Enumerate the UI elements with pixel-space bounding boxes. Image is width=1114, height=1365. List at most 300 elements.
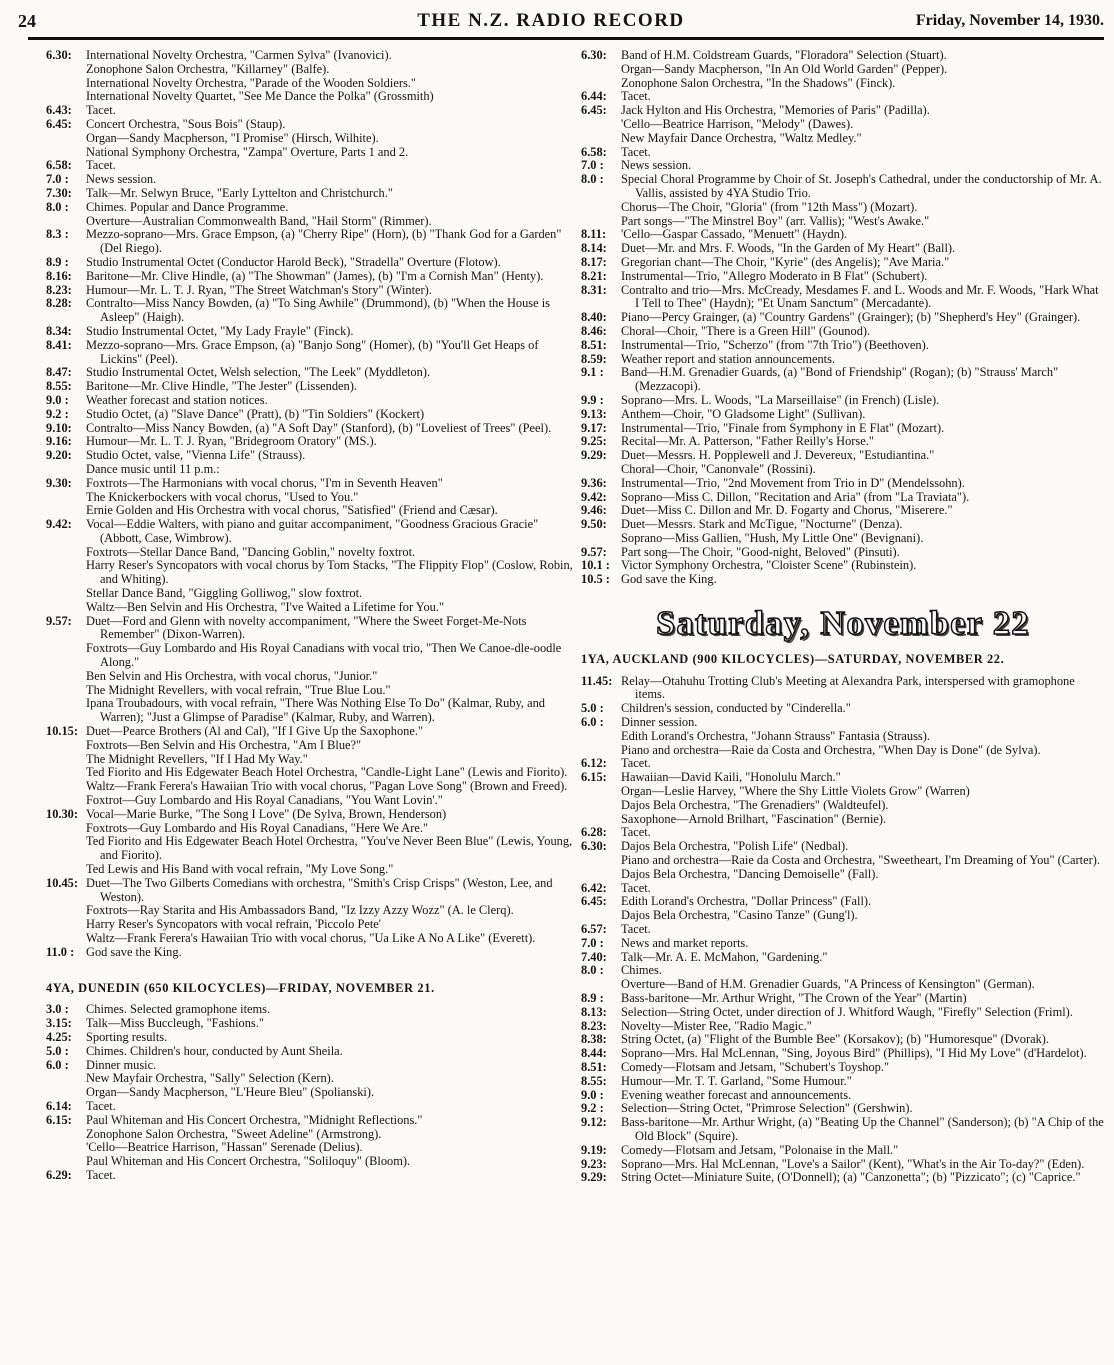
page-number: 24 bbox=[18, 10, 36, 31]
entry-line: Duet—Messrs. H. Popplewell and J. Devereux, "Estudiantina." bbox=[621, 448, 935, 463]
entry-text bbox=[621, 394, 1105, 408]
entry-text bbox=[621, 228, 1105, 242]
entry-line: Concert Orchestra, "Sous Bois" (Staup). bbox=[86, 116, 286, 131]
programme-entry bbox=[581, 311, 1105, 325]
entry-line: Tacet. bbox=[621, 825, 651, 840]
entry-line: Stellar Dance Band, "Giggling Golliwog," slow foxtrot. bbox=[86, 586, 363, 601]
entry-line: Edith Lorand's Orchestra, "Dollar Princess" (Fall). bbox=[621, 894, 872, 909]
entry-line: Ted Fiorito and His Edgewater Beach Hotel Orchestra, "You've Never Been Blue" (Lewis, Young, and Fiorito). bbox=[86, 834, 573, 863]
entry-line: Piano—Percy Grainger, (a) "Country Gardens" (Grainger); (b) "Shepherd's Hey" (Grainger). bbox=[621, 310, 1081, 325]
entry-time: 11.45: bbox=[581, 673, 613, 688]
entry-line: Duet—The Two Gilberts Comedians with orchestra, "Smith's Crisp Crisps" (Weston, Lee, and Weston). bbox=[86, 875, 553, 904]
entry-time: 9.19: bbox=[581, 1142, 607, 1157]
entry-text bbox=[86, 394, 576, 408]
entry-text bbox=[86, 325, 576, 339]
day-heading: Saturday, November 22 bbox=[656, 605, 1030, 643]
entry-line: Duet—Messrs. Stark and McTigue, "Nocturne" (Denza). bbox=[621, 517, 903, 532]
programme-entry bbox=[581, 173, 1105, 228]
programme-entry bbox=[581, 923, 1105, 937]
entry-time: 9.23: bbox=[581, 1156, 607, 1171]
entry-text bbox=[86, 615, 576, 725]
entry-text bbox=[621, 1158, 1105, 1172]
entry-time: 7.40: bbox=[581, 949, 607, 964]
programme-entry bbox=[581, 90, 1105, 104]
entry-text bbox=[621, 826, 1105, 840]
entry-time: 9.0 : bbox=[581, 1087, 604, 1102]
entry-line: Bass-baritone—Mr. Arthur Wright, "The Crown of the Year" (Martin) bbox=[621, 991, 967, 1005]
programme-entry bbox=[581, 422, 1105, 436]
entry-time: 10.15: bbox=[46, 724, 79, 739]
programme-entry bbox=[46, 1059, 576, 1100]
entry-line: Dajos Bela Orchestra, "Polish Life" (Nedbal). bbox=[621, 839, 849, 854]
programme-entry bbox=[581, 1033, 1105, 1047]
programme-entry bbox=[581, 408, 1105, 422]
programme-entry bbox=[581, 951, 1105, 965]
entry-time: 8.3 : bbox=[46, 227, 69, 242]
entry-time: 8.0 : bbox=[46, 199, 69, 214]
entry-line: Children's session, conducted by "Cinderella." bbox=[621, 701, 851, 716]
entry-line: Foxtrot—Guy Lombardo and His Royal Canadians, "You Want Lovin'." bbox=[86, 793, 443, 808]
entry-line: Band of H.M. Coldstream Guards, "Floradora" Selection (Stuart). bbox=[621, 48, 947, 62]
programme-entry bbox=[581, 49, 1105, 90]
entry-line: String Octet, (a) "Flight of the Bumble Bee" (Korsakov); (b) "Humoresque" (Dvorak). bbox=[621, 1032, 1049, 1047]
entry-time: 8.55: bbox=[581, 1073, 607, 1088]
entry-line: Duet—Ford and Glenn with novelty accompaniment, "Where the Sweet Forget-Me-Nots Remember" (Dixon-Warren). bbox=[86, 613, 527, 642]
entry-line: National Symphony Orchestra, "Zampa" Overture, Parts 1 and 2. bbox=[86, 144, 409, 159]
entry-line: Ernie Golden and His Orchestra with vocal chorus, "Satisfied" (Friend and Cæsar). bbox=[86, 503, 498, 518]
entry-text bbox=[86, 49, 576, 104]
entry-line: Chimes. Popular and Dance Programme. bbox=[86, 199, 289, 214]
programme-entry bbox=[581, 992, 1105, 1006]
entry-time: 6.15: bbox=[46, 1112, 72, 1127]
entry-time: 6.30: bbox=[46, 48, 72, 62]
entry-time: 8.41: bbox=[46, 337, 72, 352]
entry-text bbox=[621, 675, 1105, 703]
entry-text bbox=[621, 992, 1105, 1006]
programme-entry bbox=[46, 808, 576, 877]
entry-time: 9.10: bbox=[46, 420, 72, 435]
entry-text bbox=[621, 325, 1105, 339]
programme-entry bbox=[46, 118, 576, 159]
entry-line: Foxtrots—Ben Selvin and His Orchestra, "Am I Blue?" bbox=[86, 737, 362, 752]
entry-time: 8.16: bbox=[46, 268, 72, 283]
entry-line: The Midnight Revellers, "If I Had My Way." bbox=[86, 751, 308, 766]
entry-text bbox=[621, 435, 1105, 449]
entry-text bbox=[621, 49, 1105, 90]
entry-time: 9.29: bbox=[581, 448, 607, 463]
entry-line: Edith Lorand's Orchestra, "Johann Strauss" Fantasia (Strauss). bbox=[621, 728, 930, 743]
programme-entry bbox=[46, 422, 576, 436]
entry-text bbox=[86, 877, 576, 946]
entry-text bbox=[621, 422, 1105, 436]
entry-line: Talk—Mr. A. E. McMahon, "Gardening." bbox=[621, 949, 828, 964]
entry-text bbox=[86, 1059, 576, 1100]
entry-line: God save the King. bbox=[86, 944, 182, 959]
entry-line: Ipana Troubadours, with vocal refrain, "There Was Nothing Else To Do" (Kalmar, Ruby, and Warren); "Just a Glimpse of Paradise" (Kalmar, Ruby, and Warren). bbox=[86, 696, 545, 725]
entry-time: 6.58: bbox=[581, 144, 607, 159]
programme-entry bbox=[581, 573, 1105, 587]
entry-text bbox=[621, 491, 1105, 505]
entry-text bbox=[621, 1033, 1105, 1047]
entry-line: Dinner session. bbox=[621, 715, 698, 730]
entry-line: Weather report and station announcements. bbox=[621, 351, 836, 366]
entry-time: 8.44: bbox=[581, 1046, 607, 1061]
entry-time: 10.5 : bbox=[581, 572, 610, 587]
entry-line: Tacet. bbox=[86, 1167, 116, 1182]
entry-line: Organ—Sandy Macpherson, "In An Old World Garden" (Pepper). bbox=[621, 61, 948, 76]
entry-text bbox=[86, 270, 576, 284]
entry-line: New Mayfair Orchestra, "Sally" Selection (Kern). bbox=[86, 1071, 334, 1086]
entry-time: 8.46: bbox=[581, 323, 607, 338]
entry-line: 'Cello—Gaspar Cassado, "Menuett" (Haydn). bbox=[621, 227, 848, 242]
entry-time: 6.12: bbox=[581, 756, 607, 771]
entry-text bbox=[621, 840, 1105, 881]
entry-line: Evening weather forecast and announcements. bbox=[621, 1087, 852, 1102]
entry-text bbox=[86, 1031, 576, 1045]
entry-line: God save the King. bbox=[621, 572, 717, 587]
entry-time: 9.17: bbox=[581, 420, 607, 435]
entry-line: Organ—Sandy Macpherson, "I Promise" (Hirsch, Wilhite). bbox=[86, 130, 379, 145]
entry-line: Humour—Mr. L. T. J. Ryan, "Bridegroom Oratory" (MS.). bbox=[86, 434, 377, 449]
right-column bbox=[581, 49, 1105, 1185]
entry-time: 8.17: bbox=[581, 254, 607, 269]
entry-line: The Knickerbockers with vocal chorus, "Used to You." bbox=[86, 489, 359, 504]
programme-entry bbox=[581, 675, 1105, 703]
programme-entry bbox=[581, 702, 1105, 716]
programme-entry bbox=[581, 716, 1105, 757]
entry-text bbox=[621, 311, 1105, 325]
programme-entry bbox=[581, 1171, 1105, 1185]
programme-entry bbox=[46, 877, 576, 946]
entry-line: Contralto and trio—Mrs. McCready, Mesdames F. and L. Woods and Mr. F. Woods, "Hark What I Tell to Thee" (Haydn); "Et Unam Sanctum" (Mercadante). bbox=[621, 282, 1099, 311]
entry-text bbox=[621, 1144, 1105, 1158]
programme-entry bbox=[46, 946, 576, 960]
entry-line: Sporting results. bbox=[86, 1029, 168, 1044]
programme-entry bbox=[581, 1144, 1105, 1158]
programme-entry bbox=[46, 408, 576, 422]
entry-line: Tacet. bbox=[86, 103, 116, 118]
entry-line: Jack Hylton and His Orchestra, "Memories of Paris" (Padilla). bbox=[621, 103, 930, 118]
entry-line: Piano and orchestra—Raie da Costa and Orchestra, "When Day is Done" (de Sylva). bbox=[621, 742, 1041, 757]
programme-entry bbox=[46, 1031, 576, 1045]
programme-entry bbox=[581, 449, 1105, 477]
entry-time: 9.20: bbox=[46, 448, 72, 463]
entry-time: 6.58: bbox=[46, 158, 72, 173]
entry-line: Dajos Bela Orchestra, "Casino Tanze" (Gung'l). bbox=[621, 908, 858, 923]
entry-text bbox=[86, 1045, 576, 1059]
programme-entry bbox=[46, 339, 576, 367]
header-rule bbox=[28, 37, 1104, 40]
entry-text bbox=[621, 937, 1105, 951]
entry-time: 9.9 : bbox=[581, 392, 604, 407]
entry-line: Tacet. bbox=[86, 158, 116, 173]
entry-time: 7.0 : bbox=[46, 172, 69, 187]
entry-text bbox=[621, 964, 1105, 992]
entry-line: Foxtrots—Guy Lombardo and His Royal Canadians with vocal trio, "Then We Canoe-dle-oodle Along." bbox=[86, 641, 562, 670]
entry-text bbox=[621, 1020, 1105, 1034]
entry-text bbox=[621, 573, 1105, 587]
entry-text bbox=[86, 435, 576, 449]
entry-line: Mezzo-soprano—Mrs. Grace Empson, (a) "Banjo Song" (Homer), (b) "You'll Get Heaps of Lickins" (Peel). bbox=[86, 337, 539, 366]
entry-time: 9.42: bbox=[46, 517, 72, 532]
entry-time: 4.25: bbox=[46, 1029, 72, 1044]
programme-entry bbox=[46, 325, 576, 339]
entry-text bbox=[86, 1169, 576, 1183]
entry-time: 8.38: bbox=[581, 1032, 607, 1047]
entry-time: 8.9 : bbox=[581, 991, 604, 1005]
entry-line: Soprano—Mrs. Hal McLennan, "Sing, Joyous Bird" (Phillips), "I Hid My Love" (d'Hardelot). bbox=[621, 1046, 1087, 1061]
programme-entry bbox=[46, 1169, 576, 1183]
entry-text bbox=[86, 284, 576, 298]
entry-text bbox=[621, 1061, 1105, 1075]
page-header bbox=[18, 8, 1104, 34]
publication-title: THE N.Z. RADIO RECORD bbox=[417, 10, 685, 31]
entry-time: 8.11: bbox=[581, 227, 607, 242]
programme-entry bbox=[581, 771, 1105, 826]
programme-entry bbox=[46, 1100, 576, 1114]
entry-text bbox=[621, 339, 1105, 353]
entry-text bbox=[621, 559, 1105, 573]
entry-text bbox=[86, 228, 576, 256]
entry-time: 9.12: bbox=[581, 1115, 607, 1130]
entry-line: International Novelty Orchestra, "Parade of the Wooden Soldiers." bbox=[86, 75, 416, 90]
programme-entry bbox=[581, 435, 1105, 449]
entry-time: 5.0 : bbox=[46, 1043, 69, 1058]
entry-line: Comedy—Flotsam and Jetsam, "Schubert's Toyshop." bbox=[621, 1059, 890, 1074]
entry-time: 8.34: bbox=[46, 323, 72, 338]
entry-line: Vocal—Eddie Walters, with piano and guitar accompaniment, "Goodness Gracious Gracie" (Abbott, Case, Wimbrow). bbox=[86, 517, 539, 545]
entry-line: News session. bbox=[86, 172, 157, 187]
entry-line: New Mayfair Dance Orchestra, "Waltz Medley." bbox=[621, 130, 862, 145]
entry-line: Duet—Pearce Brothers (Al and Cal), "If I Give Up the Saxophone." bbox=[86, 724, 423, 739]
entry-text bbox=[621, 159, 1105, 173]
entry-time: 9.30: bbox=[46, 475, 72, 490]
programme-entry bbox=[581, 228, 1105, 242]
entry-text bbox=[621, 146, 1105, 160]
programme-entry bbox=[581, 1158, 1105, 1172]
entry-time: 6.0 : bbox=[581, 715, 604, 730]
entry-text bbox=[86, 449, 576, 477]
entry-line: Vocal—Marie Burke, "The Song I Love" (De Sylva, Brown, Henderson) bbox=[86, 806, 447, 821]
entry-time: 7.0 : bbox=[581, 935, 604, 950]
entry-line: Tacet. bbox=[621, 89, 651, 104]
entry-line: Talk—Mr. Selwyn Bruce, "Early Lyttelton and Christchurch." bbox=[86, 185, 393, 200]
entry-text bbox=[621, 90, 1105, 104]
entry-time: 9.57: bbox=[581, 544, 607, 559]
entry-time: 8.23: bbox=[581, 1018, 607, 1033]
entry-line: International Novelty Quartet, "See Me Dance the Polka" (Grossmith) bbox=[86, 89, 434, 104]
entry-time: 6.28: bbox=[581, 825, 607, 840]
entry-line: Mezzo-soprano—Mrs. Grace Empson, (a) "Cherry Ripe" (Horn), (b) "Thank God for a Garden" (Del Riego). bbox=[86, 227, 562, 256]
entry-text bbox=[621, 923, 1105, 937]
entry-time: 11.0 : bbox=[46, 944, 75, 959]
entry-line: Instrumental—Trio, "Scherzo" (from "7th Trio") (Beethoven). bbox=[621, 337, 929, 352]
programme-list-dunedin bbox=[46, 1003, 576, 1182]
entry-text bbox=[621, 757, 1105, 771]
programme-entry bbox=[581, 1006, 1105, 1020]
entry-time: 9.57: bbox=[46, 613, 72, 628]
entry-line: Chorus—The Choir, "Gloria" (from "12th Mass") (Mozart). bbox=[621, 199, 918, 214]
entry-line: Overture—Australian Commonwealth Band, "Hail Storm" (Rimmer). bbox=[86, 213, 432, 228]
entry-time: 9.50: bbox=[581, 517, 607, 532]
programme-entry bbox=[46, 159, 576, 173]
entry-text bbox=[621, 284, 1105, 312]
entry-line: Studio Instrumental Octet, "My Lady Frayle" (Finck). bbox=[86, 323, 354, 338]
programme-entry bbox=[46, 435, 576, 449]
entry-line: Waltz—Frank Ferera's Hawaiian Trio with vocal chorus, "Pagan Love Song" (Brown and Freed). bbox=[86, 779, 568, 794]
entry-line: Saxophone—Arnold Brilhart, "Fascination" (Bernie). bbox=[621, 811, 887, 826]
entry-text bbox=[86, 256, 576, 270]
entry-line: Studio Instrumental Octet (Conductor Harold Beck), "Stradella" Overture (Flotow). bbox=[86, 254, 501, 269]
entry-text bbox=[621, 716, 1105, 757]
entry-time: 6.0 : bbox=[46, 1057, 69, 1072]
entry-line: Instrumental—Trio, "Allegro Moderato in B Flat" (Schubert). bbox=[621, 268, 928, 283]
programme-entry bbox=[581, 104, 1105, 145]
entry-line: Selection—String Octet, under direction of J. Whitford Waugh, "Firefly" Selection (Friml). bbox=[621, 1004, 1073, 1019]
programme-entry bbox=[46, 1003, 576, 1017]
entry-line: Paul Whiteman and His Concert Orchestra, "Midnight Reflections." bbox=[86, 1112, 423, 1127]
entry-text bbox=[621, 771, 1105, 826]
entry-line: Chimes. bbox=[621, 963, 662, 978]
entry-time: 8.47: bbox=[46, 365, 72, 380]
programme-entry bbox=[581, 826, 1105, 840]
programme-entry bbox=[581, 1047, 1105, 1061]
entry-line: Dajos Bela Orchestra, "Dancing Demoiselle" (Fall). bbox=[621, 866, 879, 881]
entry-line: Piano and orchestra—Raie da Costa and Orchestra, "Sweetheart, I'm Dreaming of You" (Carter). bbox=[621, 853, 1100, 868]
entry-line: Choral—Choir, "There is a Green Hill" (Gounod). bbox=[621, 323, 871, 338]
entry-line: Bass-baritone—Mr. Arthur Wright, (a) "Beating Up the Channel" (Sanderson); (b) "A Chip of the Old Block" (Squire). bbox=[621, 1115, 1104, 1143]
entry-line: Tacet. bbox=[621, 880, 651, 895]
programme-list-dunedin-continued bbox=[581, 49, 1105, 587]
entry-line: Organ—Leslie Harvey, "Where the Shy Little Violets Grow" (Warren) bbox=[621, 784, 970, 799]
programme-entry bbox=[581, 937, 1105, 951]
programme-entry bbox=[46, 394, 576, 408]
programme-entry bbox=[581, 1020, 1105, 1034]
entry-line: Harry Reser's Syncopators with vocal refrain, 'Piccolo Pete' bbox=[86, 917, 382, 932]
programme-entry bbox=[581, 882, 1105, 896]
entry-line: Dajos Bela Orchestra, "The Grenadiers" (Waldteufel). bbox=[621, 797, 889, 812]
programme-entry bbox=[46, 173, 576, 187]
entry-text bbox=[621, 104, 1105, 145]
entry-time: 6.57: bbox=[581, 922, 607, 937]
entry-line: Organ—Sandy Macpherson, "L'Heure Bleu" (Spolianski). bbox=[86, 1085, 375, 1100]
programme-entry bbox=[46, 104, 576, 118]
entry-line: Humour—Mr. T. T. Garland, "Some Humour." bbox=[621, 1073, 852, 1088]
entry-line: String Octet—Miniature Suite, (O'Donnell); (a) "Canzonetta"; (b) "Pizzicato"; (c) "Caprice." bbox=[621, 1170, 1081, 1185]
entry-line: Baritone—Mr. Clive Hindle, (a) "The Showman" (James), (b) "I'm a Cornish Man" (Henty). bbox=[86, 268, 544, 283]
entry-line: Band—H.M. Grenadier Guards, (a) "Bond of Friendship" (Rogan); (b) "Strauss' March" (Mezzacopi). bbox=[621, 365, 1059, 394]
entry-time: 8.59: bbox=[581, 351, 607, 366]
programme-entry bbox=[581, 146, 1105, 160]
entry-text bbox=[621, 1047, 1105, 1061]
entry-text bbox=[621, 1089, 1105, 1103]
entry-text bbox=[621, 1102, 1105, 1116]
entry-time: 8.0 : bbox=[581, 172, 604, 187]
programme-entry bbox=[581, 339, 1105, 353]
programme-entry bbox=[581, 270, 1105, 284]
entry-time: 10.45: bbox=[46, 875, 79, 890]
entry-line: Dinner music. bbox=[86, 1057, 157, 1072]
entry-line: Humour—Mr. L. T. J. Ryan, "The Street Watchman's Story" (Winter). bbox=[86, 282, 432, 297]
entry-text bbox=[621, 242, 1105, 256]
entry-line: Part songs—"The Minstrel Boy" (arr. Vallis); "West's Awake." bbox=[621, 213, 930, 228]
entry-text bbox=[86, 1100, 576, 1114]
entry-line: Soprano—Miss Gallien, "Hush, My Little One" (Bevignani). bbox=[621, 530, 924, 545]
entry-time: 8.40: bbox=[581, 310, 607, 325]
entry-line: Part song—The Choir, "Good-night, Beloved" (Pinsuti). bbox=[621, 544, 900, 559]
entry-line: Contralto—Miss Nancy Bowden, (a) "To Sing Awhile" (Drummond), (b) "When the House is Asleep" (Haigh). bbox=[86, 296, 550, 325]
station-heading-4ya: 4YA, DUNEDIN (650 KILOCYCLES)—FRIDAY, NOVEMBER 21. bbox=[46, 980, 435, 995]
entry-line: International Novelty Orchestra, "Carmen Sylva" (Ivanovici). bbox=[86, 48, 392, 62]
programme-entry bbox=[46, 1017, 576, 1031]
entry-line: Contralto—Miss Nancy Bowden, (a) "A Soft Day" (Stanford), (b) "Loveliest of Trees" (Peel). bbox=[86, 420, 552, 435]
entry-line: Studio Octet, valse, "Vienna Life" (Strauss). bbox=[86, 448, 306, 463]
entry-time: 9.36: bbox=[581, 475, 607, 490]
programme-entry bbox=[46, 228, 576, 256]
programme-entry bbox=[581, 159, 1105, 173]
entry-time: 9.42: bbox=[581, 489, 607, 504]
entry-line: Foxtrots—The Harmonians with vocal chorus, "I'm in Seventh Heaven" bbox=[86, 475, 443, 490]
entry-time: 8.55: bbox=[46, 379, 72, 394]
programme-entry bbox=[581, 757, 1105, 771]
entry-time: 8.13: bbox=[581, 1004, 607, 1019]
entry-time: 7.30: bbox=[46, 185, 72, 200]
entry-time: 8.23: bbox=[46, 282, 72, 297]
programme-entry bbox=[581, 353, 1105, 367]
entry-text bbox=[621, 546, 1105, 560]
entry-line: Selection—String Octet, "Primrose Selection" (Gershwin). bbox=[621, 1101, 913, 1116]
programme-entry bbox=[581, 840, 1105, 881]
entry-line: Ben Selvin and His Orchestra, with vocal chorus, "Junior." bbox=[86, 668, 378, 683]
entry-line: Relay—Otahuhu Trotting Club's Meeting at Alexandra Park, interspersed with gramophone items. bbox=[621, 673, 1075, 702]
entry-text bbox=[86, 201, 576, 229]
entry-time: 6.15: bbox=[581, 770, 607, 785]
entry-time: 9.2 : bbox=[581, 1101, 604, 1116]
entry-line: Chimes. Selected gramophone items. bbox=[86, 1002, 271, 1017]
entry-time: 5.0 : bbox=[581, 701, 604, 716]
entry-time: 9.25: bbox=[581, 434, 607, 449]
entry-text bbox=[621, 895, 1105, 923]
entry-line: Recital—Mr. A. Patterson, "Father Reilly's Horse." bbox=[621, 434, 874, 449]
entry-text bbox=[86, 946, 576, 960]
programme-entry bbox=[581, 491, 1105, 505]
entry-line: Gregorian chant—The Choir, "Kyrie" (des Angelis); "Ave Maria." bbox=[621, 254, 950, 269]
entry-time: 6.42: bbox=[581, 880, 607, 895]
entry-line: News and market reports. bbox=[621, 935, 749, 950]
entry-time: 6.14: bbox=[46, 1098, 72, 1113]
entry-time: 6.30: bbox=[581, 48, 607, 62]
entry-line: Soprano—Miss C. Dillon, "Recitation and Aria" (from "La Traviata"). bbox=[621, 489, 970, 504]
entry-line: Tacet. bbox=[621, 756, 651, 771]
entry-time: 9.46: bbox=[581, 503, 607, 518]
programme-list-christchurch bbox=[46, 49, 576, 960]
programme-entry bbox=[581, 895, 1105, 923]
programme-entry bbox=[581, 1089, 1105, 1103]
entry-time: 9.13: bbox=[581, 406, 607, 421]
entry-time: 8.51: bbox=[581, 337, 607, 352]
entry-line: The Midnight Revellers, with vocal refrain, "True Blue Lou." bbox=[86, 682, 391, 697]
programme-entry bbox=[46, 380, 576, 394]
entry-text bbox=[621, 1171, 1105, 1185]
programme-entry bbox=[581, 1116, 1105, 1144]
entry-text bbox=[621, 449, 1105, 477]
entry-text bbox=[621, 173, 1105, 228]
entry-time: 8.28: bbox=[46, 296, 72, 311]
programme-entry bbox=[581, 394, 1105, 408]
entry-line: Zonophone Salon Orchestra, "Sweet Adeline" (Armstrong). bbox=[86, 1126, 382, 1141]
entry-time: 6.30: bbox=[581, 839, 607, 854]
programme-entry bbox=[46, 449, 576, 477]
